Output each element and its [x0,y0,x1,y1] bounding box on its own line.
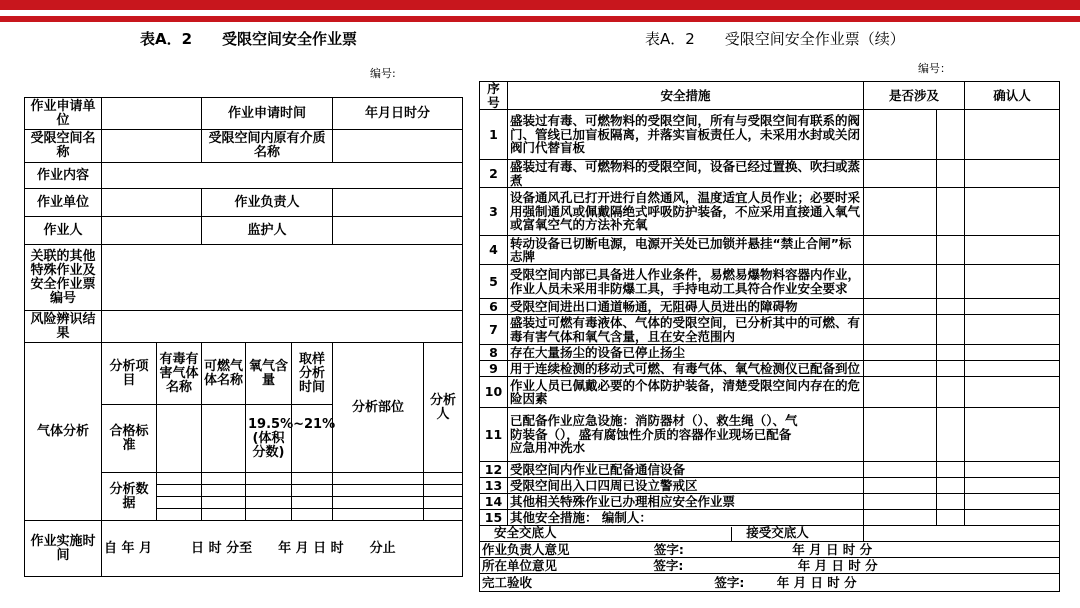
measure-row [480,494,1060,510]
impl-time-value[interactable]: 自 年 月 日 时 分至 年 月 日 时 分止 [102,521,463,577]
worker-label: 作业人 [25,217,102,245]
measure-text: 受限空间进出口通道畅通，无阻碍人员进出的障碍物 [508,299,864,315]
measure-row [480,315,1060,345]
involved-extra-cell[interactable] [937,345,965,361]
col-header-involved: 是否涉及 [864,82,965,110]
measure-no: 15 [480,510,508,526]
impl-time-label: 作业实施时间 [25,521,102,577]
involved-extra-cell[interactable] [937,377,965,408]
measure-no: 13 [480,478,508,494]
unit-opinion-row [480,558,1060,574]
data-cell[interactable] [292,473,333,485]
measure-no: 7 [480,315,508,345]
measure-no: 12 [480,462,508,478]
measure-no: 1 [480,110,508,160]
related-permits-value[interactable] [102,245,463,311]
involved-extra-cell[interactable] [937,110,965,160]
applicant-unit-value[interactable] [102,98,202,130]
confirmer-cell[interactable] [965,265,1060,299]
leader-date: 年 月 日 时 分 [792,541,873,557]
acceptance-sign-label: 签字: [714,574,745,590]
data-cell[interactable] [246,485,292,497]
toxic-standard-value[interactable] [157,405,202,473]
leader-opinion-label: 作业负责人意见 [482,541,570,557]
confirmer-cell[interactable] [965,160,1060,188]
involved-extra-cell[interactable] [937,188,965,236]
confirmer-cell[interactable] [965,494,1060,510]
measure-no: 2 [480,160,508,188]
top-red-band-thin [0,16,1080,22]
risk-result-value[interactable] [102,311,463,343]
measure-text: 用于连续检测的移动式可燃、有毒气体、氧气检测仪已配备到位 [508,361,864,377]
involved-extra-cell[interactable] [937,408,965,462]
guardian-label: 监护人 [202,217,333,245]
measure-no: 11 [480,408,508,462]
data-cell[interactable] [246,473,292,485]
involved-extra-cell[interactable] [937,494,965,510]
involved-cell[interactable] [864,494,937,510]
measure-text: 其他相关特殊作业已办理相应安全作业票 [508,494,864,510]
involved-cell[interactable] [864,361,937,377]
col-header-measure: 安全措施 [508,82,864,110]
analysis-data-label: 分析数据 [102,473,157,521]
measure-no: 6 [480,299,508,315]
data-cell[interactable] [246,509,292,521]
data-cell[interactable] [202,497,246,509]
involved-cell[interactable] [864,408,937,462]
confirmer-cell[interactable] [965,408,1060,462]
measure-row [480,236,1060,265]
confirmer-cell[interactable] [965,361,1060,377]
standard-label: 合格标准 [102,405,157,473]
data-cell[interactable] [202,485,246,497]
analysis-item-label: 分析项目 [102,343,157,405]
involved-cell[interactable] [864,345,937,361]
medium-name-label: 受限空间内原有介质名称 [202,130,333,163]
involved-extra-cell[interactable] [937,478,965,494]
left-permit-table [24,97,463,577]
measure-row [480,160,1060,188]
content-label: 作业内容 [25,163,102,189]
measure-row [480,299,1060,315]
measure-row [480,510,1060,526]
flammable-standard-value[interactable] [202,405,246,473]
involved-cell[interactable] [864,110,937,160]
data-cell[interactable] [157,485,202,497]
data-cell[interactable] [202,509,246,521]
measure-no: 4 [480,236,508,265]
receive-label: 接受交底人 [746,525,809,541]
unit-date: 年 月 日 时 分 [797,557,878,573]
data-cell[interactable] [246,497,292,509]
involved-cell[interactable] [864,265,937,299]
work-unit-label: 作业单位 [25,189,102,217]
confirmer-cell[interactable] [965,188,1060,236]
involved-extra-cell[interactable] [937,510,965,526]
applicant-unit-label: 作业申请单位 [25,98,102,130]
confirmer-cell[interactable] [965,462,1060,478]
involved-extra-cell[interactable] [937,462,965,478]
space-name-value[interactable] [102,130,202,163]
measure-text: 受限空间内作业已配备通信设备 [508,462,864,478]
disclose-label: 安全交底人 [494,525,557,541]
apply-time-label: 作业申请时间 [202,98,333,130]
data-cell[interactable] [333,509,424,521]
measure-row [480,408,1060,462]
involved-extra-cell[interactable] [937,236,965,265]
disclose-row [480,526,864,542]
measure-text: 设备通风孔已打开进行自然通风，温度适宜人员作业；必要时采用强制通风或佩戴隔绝式呼吸防护装备，不应采用直接通入氧气或富氧空气的方法补充氧 [508,188,864,236]
measure-row [480,462,1060,478]
acceptance-label: 完工验收 [482,574,533,590]
receive-value[interactable] [864,526,1060,542]
measure-no: 3 [480,188,508,236]
data-cell[interactable] [333,473,424,485]
involved-extra-cell[interactable] [937,315,965,345]
data-cell[interactable] [424,509,463,521]
flammable-gas-label: 可燃气体名称 [202,343,246,405]
measure-row [480,265,1060,299]
measure-text: 盛装过有毒、可燃物料的受限空间，设备已经过置换、吹扫或蒸煮 [508,160,864,188]
measure-row [480,377,1060,408]
content-value[interactable] [102,163,463,189]
acceptance-date: 年 月 日 时 分 [776,574,857,590]
measure-row [480,478,1060,494]
measure-text: 其他安全措施： 编制人： [508,510,864,526]
measure-no: 5 [480,265,508,299]
guardian-value[interactable] [333,217,463,245]
involved-cell[interactable] [864,462,937,478]
unit-opinion-label: 所在单位意见 [482,557,558,573]
gas-analysis-label: 气体分析 [25,343,102,521]
leader-opinion-row [480,542,1060,558]
data-cell[interactable] [292,497,333,509]
right-number-label: 编号： [918,62,951,75]
measure-no: 14 [480,494,508,510]
data-cell[interactable] [333,497,424,509]
confirmer-cell[interactable] [965,510,1060,526]
medium-name-value[interactable] [333,130,463,163]
analysis-part-label: 分析部位 [333,343,424,473]
involved-extra-cell[interactable] [937,361,965,377]
measure-no: 9 [480,361,508,377]
measure-text: 存在大量扬尘的设备已停止扬尘 [508,345,864,361]
measure-no: 8 [480,345,508,361]
measure-row [480,110,1060,160]
data-cell[interactable] [157,473,202,485]
leader-value[interactable] [333,189,463,217]
confirmer-cell[interactable] [965,478,1060,494]
oxygen-content-label: 氧气含量 [246,343,292,405]
data-cell[interactable] [292,485,333,497]
data-cell[interactable] [424,473,463,485]
involved-cell[interactable] [864,377,937,408]
involved-cell[interactable] [864,510,937,526]
data-cell[interactable] [333,485,424,497]
col-header-confirmer: 确认人 [965,82,1060,110]
apply-time-value[interactable]: 年月日时分 [333,98,463,130]
measure-text: 受限空间内部已具备进人作业条件，易燃易爆物料容器内作业，作业人员未采用非防爆工具，手持电动工具符合作业安全要求 [508,265,864,299]
measure-text: 作业人员已佩戴必要的个体防护装备，清楚受限空间内存在的危险因素 [508,377,864,408]
measure-text: 已配备作业应急设施：消防器材（）、救生绳（）、气防装备（），盛有腐蚀性介质的容器作业现场已配备应急用冲洗水 [508,408,864,462]
data-cell[interactable] [157,509,202,521]
worker-value[interactable] [102,217,202,245]
data-cell[interactable] [424,485,463,497]
acceptance-row [480,574,1060,592]
leader-sign-label: 签字: [653,541,684,557]
left-form-title: 表A．2 受限空间安全作业票 [140,30,358,48]
involved-extra-cell[interactable] [937,265,965,299]
sample-time-standard-value[interactable] [292,405,333,473]
col-header-no: 序号 [480,82,508,110]
involved-cell[interactable] [864,160,937,188]
confirmer-cell[interactable] [965,236,1060,265]
top-red-band [0,0,1080,10]
related-permits-label: 关联的其他特殊作业及安全作业票编号 [25,245,102,311]
involved-extra-cell[interactable] [937,160,965,188]
involved-extra-cell[interactable] [937,299,965,315]
involved-cell[interactable] [864,188,937,236]
leader-label: 作业负责人 [202,189,333,217]
oxygen-standard-value: 19.5%~21%(体积分数) [246,405,292,473]
measure-text: 盛装过可燃有毒液体、气体的受限空间，已分析其中的可燃、有毒有害气体和氧气含量，且在安全范围内 [508,315,864,345]
right-measures-table [479,81,1060,592]
unit-sign-label: 签字: [653,557,684,573]
analyst-label: 分析人 [424,343,463,473]
measure-no: 10 [480,377,508,408]
measure-row [480,345,1060,361]
work-unit-value[interactable] [102,189,202,217]
left-number-label: 编号: [370,67,396,80]
data-cell[interactable] [424,497,463,509]
confirmer-cell[interactable] [965,299,1060,315]
measure-row [480,188,1060,236]
involved-cell[interactable] [864,236,937,265]
confirmer-cell[interactable] [965,345,1060,361]
data-cell[interactable] [157,497,202,509]
right-form-title: 表A．2 受限空间安全作业票（续） [645,30,905,48]
confirmer-cell[interactable] [965,315,1060,345]
sample-time-label: 取样分析时间 [292,343,333,405]
involved-cell[interactable] [864,478,937,494]
confirmer-cell[interactable] [965,377,1060,408]
involved-cell[interactable] [864,299,937,315]
data-cell[interactable] [202,473,246,485]
data-cell[interactable] [292,509,333,521]
confirmer-cell[interactable] [965,110,1060,160]
measure-text: 受限空间出入口四周已设立警戒区 [508,478,864,494]
risk-result-label: 风险辨识结果 [25,311,102,343]
measure-text: 盛装过有毒、可燃物料的受限空间，所有与受限空间有联系的阀门、管线已加盲板隔离，并落实盲板责任人，未采用水封或关闭阀门代替盲板 [508,110,864,160]
measure-row [480,361,1060,377]
space-name-label: 受限空间名称 [25,130,102,163]
measure-text: 转动设备已切断电源，电源开关处已加锁并悬挂“禁止合闸”标志牌 [508,236,864,265]
involved-cell[interactable] [864,315,937,345]
toxic-gas-label: 有毒有害气体名称 [157,343,202,405]
